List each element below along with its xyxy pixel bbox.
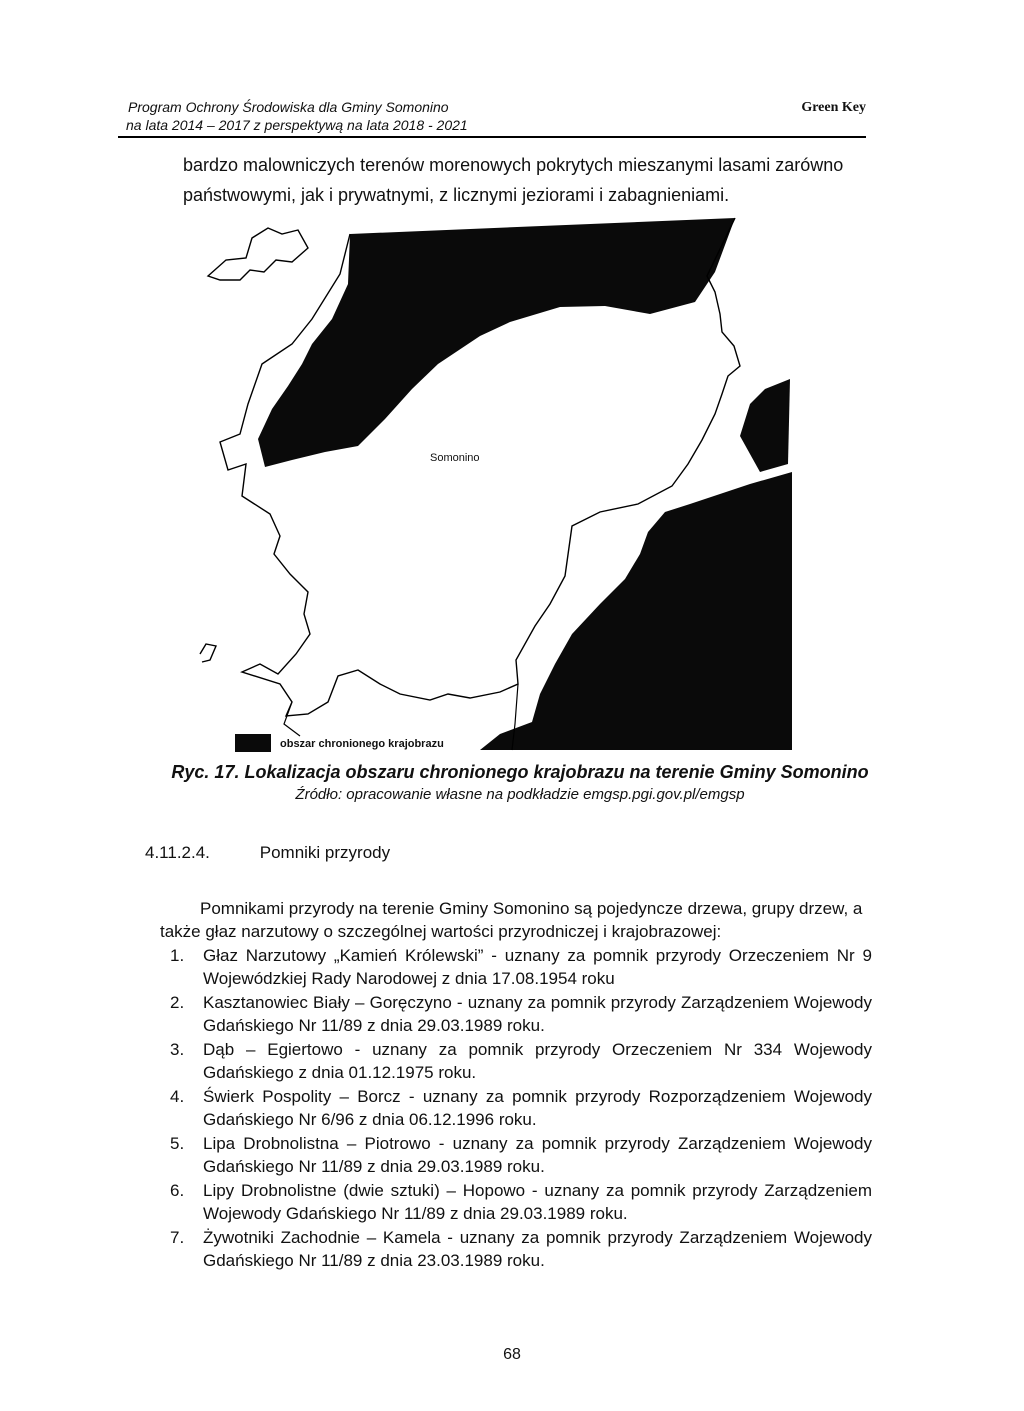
header-program-title: Program Ochrony Środowiska dla Gminy Somonino — [128, 99, 449, 115]
figure-caption: Ryc. 17. Lokalizacja obszaru chronionego krajobrazu na terenie Gminy Somonino — [171, 762, 869, 782]
protected-area-southeast — [480, 472, 792, 750]
monuments-intro-paragraph: Pomnikami przyrody na terenie Gminy Somonino są pojedyncze drzewa, grupy drzew, a także głaz narzutowy o szczególnej wartości przyrodniczej i krajobrazowej: — [160, 899, 863, 941]
list-item-text: Lipy Drobnolistne (dwie sztuki) – Hopowo - uznany za pomnik przyrody Zarządzeniem Wojewody Gdańskiego Nr 11/89 z dnia 29.03.1989 roku. — [203, 1181, 872, 1223]
legend-swatch — [235, 734, 271, 752]
section-title: Pomniki przyrody — [259, 843, 391, 862]
monuments-list — [158, 944, 872, 1273]
list-item-number: 3. — [170, 1040, 185, 1059]
header-rule — [118, 136, 866, 138]
intro-paragraph: bardzo malowniczych terenów morenowych pokrytych mieszanymi lasami zarówno państwowymi, jak i prywatnymi, z licznymi jeziorami i zabagnieniami. — [183, 155, 844, 205]
header-brand: Green Key — [801, 100, 866, 115]
protected-area-east-strip — [740, 379, 790, 472]
list-item-text: Żywotniki Zachodnie – Kamela - uznany za pomnik przyrody Zarządzeniem Wojewody Gdańskiego Nr 11/89 z dnia 23.03.1989 roku. — [203, 1228, 872, 1270]
list-item-number: 7. — [170, 1228, 185, 1247]
protected-area-map — [180, 214, 830, 770]
list-item — [158, 944, 872, 990]
list-item-text: Lipa Drobnolistna – Piotrowo - uznany za pomnik przyrody Zarządzeniem Wojewody Gdańskiego Nr 11/89 z dnia 29.03.1989 roku. — [203, 1134, 872, 1176]
section-heading — [145, 843, 390, 863]
list-item — [158, 1226, 872, 1272]
list-item-number: 1. — [170, 946, 185, 965]
town-label: Somonino — [430, 452, 480, 464]
list-item-text: Dąb – Egiertowo - uznany za pomnik przyrody Orzeczeniem Nr 334 Wojewody Gdańskiego z dnia 01.12.1975 roku. — [203, 1040, 872, 1082]
map-svg — [180, 214, 830, 770]
section-number: 4.11.2.4. — [145, 843, 210, 862]
protected-area-north — [258, 218, 735, 467]
figure-source: Źródło: opracowanie własne na podkładzie emgsp.pgi.gov.pl/emgsp — [295, 786, 745, 803]
list-item-text: Głaz Narzutowy „Kamień Królewski” - uznany za pomnik przyrody Orzeczeniem Nr 9 Wojewódzkiej Rady Narodowej z dnia 17.08.1954 roku — [203, 946, 872, 988]
list-item-number: 4. — [170, 1087, 185, 1106]
list-item — [158, 991, 872, 1037]
list-item-number: 5. — [170, 1134, 185, 1153]
list-item-number: 2. — [170, 993, 185, 1012]
commune-fragment — [200, 644, 216, 662]
page-header — [118, 96, 866, 142]
header-program-period: na lata 2014 – 2017 z perspektywą na lata 2018 - 2021 — [126, 117, 468, 133]
legend-label: obszar chronionego krajobrazu — [280, 738, 444, 750]
list-item — [158, 1038, 872, 1084]
list-item-text: Kasztanowiec Biały – Goręczyno - uznany za pomnik przyrody Zarządzeniem Wojewody Gdańskiego Nr 11/89 z dnia 29.03.1989 roku. — [203, 993, 872, 1035]
list-item — [158, 1132, 872, 1178]
commune-enclave — [208, 228, 308, 280]
page-number: 68 — [503, 1346, 521, 1363]
list-item — [158, 1085, 872, 1131]
list-item — [158, 1179, 872, 1225]
list-item-text: Świerk Pospolity – Borcz - uznany za pomnik przyrody Rozporządzeniem Wojewody Gdańskiego Nr 6/96 z dnia 06.12.1996 roku. — [203, 1087, 872, 1129]
list-item-number: 6. — [170, 1181, 185, 1200]
